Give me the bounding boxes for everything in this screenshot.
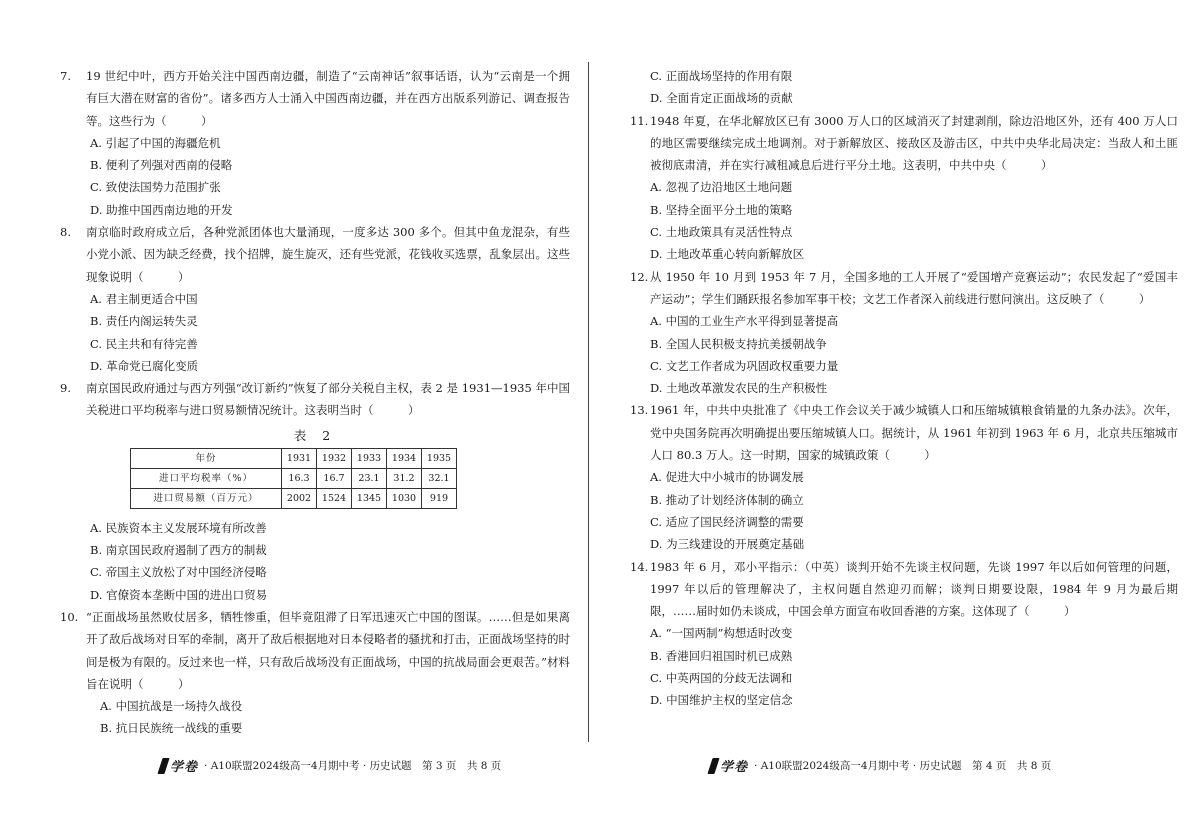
table-cell: 31.2 bbox=[387, 468, 422, 488]
option-c: C. 正面战场坚持的作用有限 bbox=[650, 69, 793, 83]
question-8 bbox=[60, 221, 570, 288]
table-cell: 进口平均税率（%） bbox=[131, 468, 282, 488]
question-11 bbox=[630, 110, 1178, 177]
option-a: A. 中国的工业生产水平得到显著提高 bbox=[650, 314, 839, 329]
brand-mark-icon bbox=[707, 758, 719, 774]
option-a: A. 忽视了边沿地区土地问题 bbox=[650, 180, 793, 195]
footer-text: · A10联盟2024级高一4月期中考 · 历史试题 第 4 页 共 8 页 bbox=[754, 760, 1052, 772]
option-b: B. 香港回归祖国时机已成熟 bbox=[650, 648, 793, 663]
question-stem: 19 世纪中叶，西方开始关注中国西南边疆，制造了“云南神话”叙事话语，认为“云南是一个拥有巨大潜在财富的省份”。诸多西方人士涌入中国西南边疆，并在西方出版系列游记、调查报告等。这些行为（ ） bbox=[86, 69, 570, 128]
question-7 bbox=[60, 65, 570, 132]
question-number: 9. bbox=[60, 381, 71, 396]
option-b: B. 全国人民积极支持抗美援朝战争 bbox=[650, 336, 827, 351]
brand-mark-icon bbox=[157, 758, 169, 774]
page-footer bbox=[710, 756, 1051, 775]
option-a: A. 君主制更适合中国 bbox=[90, 291, 198, 306]
table-header-cell: 1932 bbox=[317, 448, 352, 468]
table-cell: 919 bbox=[422, 488, 457, 508]
option-d: D. 革命党已腐化变质 bbox=[90, 358, 199, 373]
option-c: C. 土地政策具有灵活性特点 bbox=[650, 225, 793, 240]
table-cell: 2002 bbox=[282, 488, 317, 508]
option-d: D. 为三线建设的开展奠定基础 bbox=[650, 537, 805, 552]
question-column-left bbox=[60, 65, 570, 740]
option-d: D. 助推中国西南边地的开发 bbox=[90, 202, 233, 217]
question-number: 14. bbox=[630, 559, 649, 574]
option-c: C. 适应了国民经济调整的需要 bbox=[650, 514, 804, 529]
question-13 bbox=[630, 399, 1178, 466]
option-b: B. 责任内阁运转失灵 bbox=[90, 314, 198, 329]
option-d: D. 全面肯定正面战场的贡献 bbox=[650, 91, 793, 106]
table-cell: 32.1 bbox=[422, 468, 457, 488]
table-caption: 表 2 bbox=[293, 427, 337, 443]
brand-logo bbox=[160, 756, 198, 775]
option-d: D. 官僚资本垄断中国的进出口贸易 bbox=[90, 587, 268, 602]
tariff-table bbox=[130, 448, 457, 509]
table-header-row bbox=[131, 448, 457, 468]
table-cell: 1524 bbox=[317, 488, 352, 508]
option-b: B. 抗日民族统一战线的重要 bbox=[100, 721, 243, 736]
question-stem: 从 1950 年 10 月到 1953 年 7 月，全国多地的工人开展了“爱国增产竞赛运动”；农民发起了“爱国丰产运动”；学生们踊跃报名参加军事干校；文艺工作者深入前线进行慰问演出。这反映了（ ） bbox=[650, 269, 1178, 306]
question-number: 12. bbox=[630, 269, 649, 284]
table-header-cell: 1935 bbox=[422, 448, 457, 468]
table-cell: 16.3 bbox=[282, 468, 317, 488]
footer-text: · A10联盟2024级高一4月期中考 · 历史试题 第 3 页 共 8 页 bbox=[204, 760, 502, 772]
table-header-cell: 1931 bbox=[282, 448, 317, 468]
brand-logo-text: 学卷 bbox=[170, 760, 199, 775]
question-stem: 1961 年，中共中央批准了《中央工作会议关于减少城镇人口和压缩城镇粮食销量的九条办法》。次年，党中央国务院再次明确提出要压缩城镇人口。据统计，从 1961 年初到 1963 年 6 月，北京共压缩城市人口 80.3 万人。这一时期，国家的城镇政策（ ） bbox=[650, 403, 1178, 463]
question-number: 7. bbox=[60, 69, 71, 83]
question-10 bbox=[60, 606, 570, 695]
option-d: D. 土地改革激发农民的生产积极性 bbox=[650, 381, 828, 396]
table-cell: 进口贸易额（百万元） bbox=[131, 488, 282, 508]
question-stem: “正面战场虽然败仗居多，牺牲惨重，但毕竟阻滞了日军迅速灭亡中国的图谋。……但是如果离开了敌后战场对日军的牵制，离开了敌后根据地对日本侵略者的骚扰和打击，正面战场坚持的时间是极为有限的。反过来也一样，只有敌后战场没有正面战场，中国的抗战局面会更艰苦。”材料旨在说明（ ） bbox=[86, 609, 570, 691]
table-cell: 16.7 bbox=[317, 468, 352, 488]
option-b: B. 便利了列强对西南的侵略 bbox=[90, 158, 233, 173]
question-stem: 南京国民政府通过与西方列强“改订新约”恢复了部分关税自主权，表 2 是 1931—1935 年中国关税进口平均税率与进口贸易额情况统计。这表明当时（ ） bbox=[86, 381, 570, 418]
page-footer bbox=[160, 756, 501, 775]
option-b: B. 南京国民政府遏制了西方的制裁 bbox=[90, 543, 267, 558]
option-a: A. 促进大中小城市的协调发展 bbox=[650, 470, 804, 485]
table-header-cell: 年份 bbox=[131, 448, 282, 468]
question-14 bbox=[630, 556, 1178, 623]
option-a: A. 引起了中国的海疆危机 bbox=[90, 135, 221, 150]
page-divider bbox=[588, 62, 589, 742]
question-stem: 南京临时政府成立后，各种党派团体也大量涌现，一度多达 300 多个。但其中鱼龙混杂，有些小党小派、因为缺乏经费，找个招牌，旋生旋灭，还有些党派，花钱收买选票，乱象层出。这些现象说明（ ） bbox=[86, 225, 570, 284]
brand-logo-text: 学卷 bbox=[720, 760, 749, 775]
table-row bbox=[131, 468, 457, 488]
option-c: C. 帝国主义放松了对中国经济侵略 bbox=[90, 565, 267, 580]
brand-logo bbox=[710, 756, 748, 775]
question-9 bbox=[60, 377, 570, 422]
question-stem: 1983 年 6 月，邓小平指示：（中英）谈判开始不先谈主权问题，先谈 1997 年以后如何管理的问题，1997 年以后的管理解决了，主权问题自然迎刃而解；谈判日期要设限，1984 年 9 月为最后期限，……届时如仍未谈成，中国会单方面宣布收回香港的方案。这体现了（ ） bbox=[650, 559, 1178, 619]
exam-page-4 bbox=[600, 0, 1200, 826]
option-c: C. 中英两国的分歧无法调和 bbox=[650, 671, 793, 686]
option-a: A. 中国抗战是一场持久战役 bbox=[100, 699, 243, 714]
table-cell: 1030 bbox=[387, 488, 422, 508]
table-cell: 1345 bbox=[352, 488, 387, 508]
question-number: 10. bbox=[60, 609, 79, 624]
question-number: 11. bbox=[630, 113, 649, 128]
question-number: 8. bbox=[60, 225, 71, 240]
question-column-right bbox=[630, 65, 1178, 712]
table-header-cell: 1933 bbox=[352, 448, 387, 468]
option-a: A. 民族资本主义发展环境有所改善 bbox=[90, 520, 267, 535]
table-header-cell: 1934 bbox=[387, 448, 422, 468]
option-c: C. 文艺工作者成为巩固政权重要力量 bbox=[650, 358, 839, 373]
option-c: C. 民主共和有待完善 bbox=[90, 336, 198, 351]
option-a: A. “一国两制”构想适时改变 bbox=[650, 626, 793, 641]
question-12 bbox=[630, 266, 1178, 311]
table-row bbox=[131, 488, 457, 508]
question-number: 13. bbox=[630, 403, 649, 418]
question-stem: 1948 年夏，在华北解放区已有 3000 万人口的区域消灭了封建剥削，除边沿地区外，还有 400 万人口的地区需要继续完成土地调剂。对于新解放区、接敌区及游击区，中共中央华北局决定：当敌人和土匪被彻底肃清，并在实行减租减息后进行平分土地。这表明，中共中央（ ） bbox=[650, 113, 1178, 173]
option-d: D. 土地改革重心转向新解放区 bbox=[650, 247, 805, 262]
option-d: D. 中国维护主权的坚定信念 bbox=[650, 693, 793, 708]
option-b: B. 坚持全面平分土地的策略 bbox=[650, 202, 793, 217]
table-cell: 23.1 bbox=[352, 468, 387, 488]
option-b: B. 推动了计划经济体制的确立 bbox=[650, 492, 804, 507]
option-c: C. 致使法国势力范围扩张 bbox=[90, 180, 221, 195]
